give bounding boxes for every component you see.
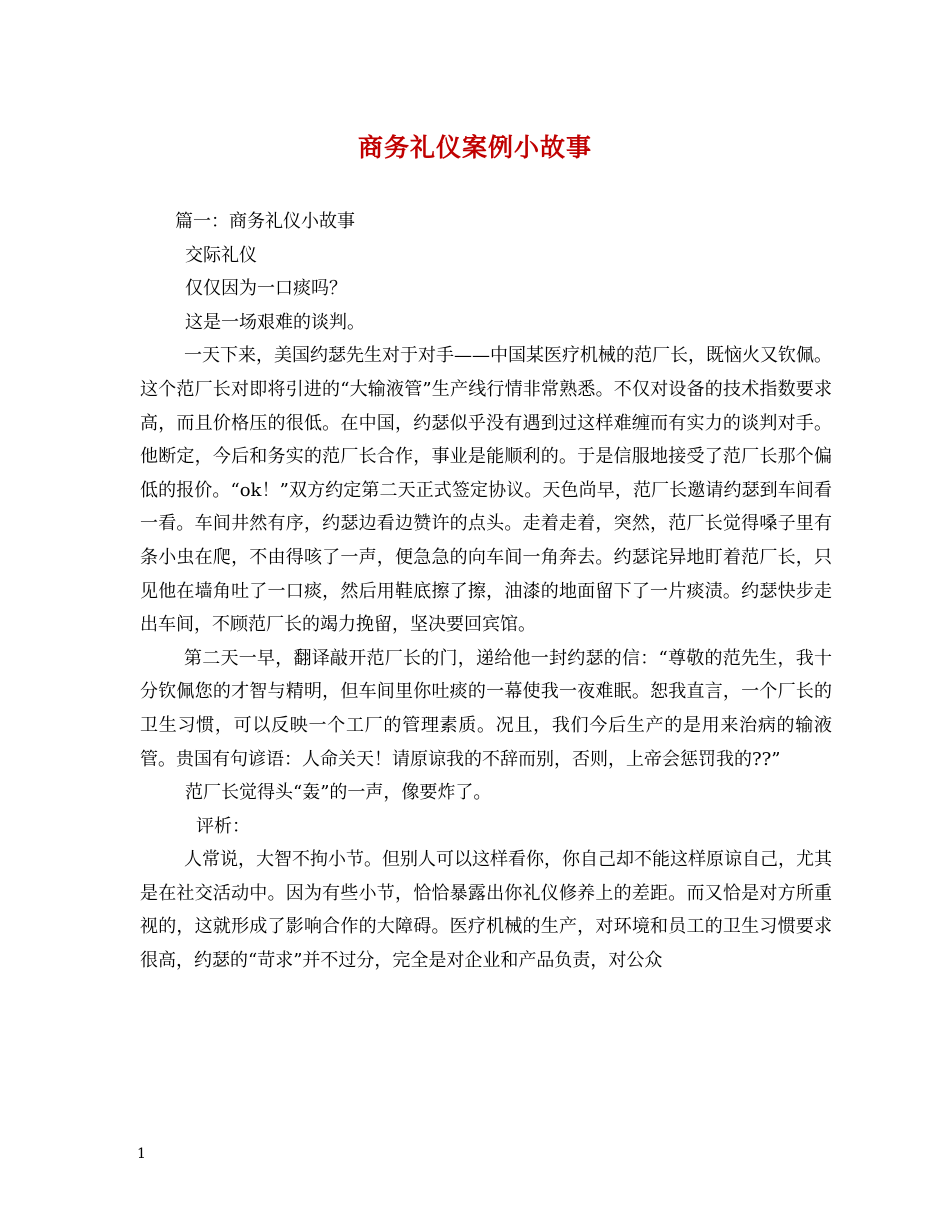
- document-title: 商务礼仪案例小故事: [357, 133, 592, 162]
- subsection-heading: 交际礼仪: [185, 244, 257, 266]
- story-paragraph-1: 一天下来，美国约瑟先生对于对手——中国某医疗机械的范厂长，既恼火又钦佩。这个范厂长对即将引进的“大输液管”生产线行情非常熟悉。不仅对设备的技术指数要求高，而且价格压的很低。在中国，约瑟似乎没有遇到过这样难缠而有实力的谈判对手。他断定，今后和务实的范厂长合作，事业是能顺利的。于是信服地接受了范厂长那个偏低的报价。“ok！”双方约定第二天正式签定协议。天色尚早，范厂长邀请约瑟到车间看一看。车间井然有序，约瑟边看边赞许的点头。走着走着，突然，范厂长觉得嗓子里有条小虫在爬，不由得咳了一声，便急急的向车间一角奔去。约瑟诧异地盯着范厂长，只见他在墙角吐了一口痰，然后用鞋底擦了擦，油漆的地面留下了一片痰渍。约瑟快步走出车间，不顾范厂长的竭力挽留，坚决要回宾馆。: [140, 345, 832, 636]
- comment-label: 评析：: [196, 815, 250, 837]
- story-intro: 这是一场艰难的谈判。: [185, 311, 365, 333]
- story-question: 仅仅因为一口痰吗？: [185, 278, 347, 300]
- document-body: [140, 205, 832, 978]
- comment-paragraph: 人常说，大智不拘小节。但别人可以这样看你，你自己却不能这样原谅自己，尤其是在社交活动中。因为有些小节，恰恰暴露出你礼仪修养上的差距。而又恰是对方所重视的，这就形成了影响合作的大障碍。医疗机械的生产，对环境和员工的卫生习惯要求很高，约瑟的“苛求”并不过分，完全是对企业和产品负责，对公众: [140, 849, 832, 972]
- page-number: 1: [137, 1146, 146, 1162]
- story-paragraph-2: 第二天一早，翻译敲开范厂长的门，递给他一封约瑟的信：“尊敬的范先生，我十分钦佩您的才智与精明，但车间里你吐痰的一幕使我一夜难眠。恕我直言，一个厂长的卫生习惯，可以反映一个工厂的管理素质。况且，我们今后生产的是用来治病的输液管。贵国有句谚语：人命关天！请原谅我的不辞而别，否则，上帝会惩罚我的??”: [140, 647, 832, 770]
- section-heading: 篇一：商务礼仪小故事: [175, 211, 355, 232]
- story-aftermath: 范厂长觉得头“轰”的一声，像要炸了。: [185, 782, 492, 804]
